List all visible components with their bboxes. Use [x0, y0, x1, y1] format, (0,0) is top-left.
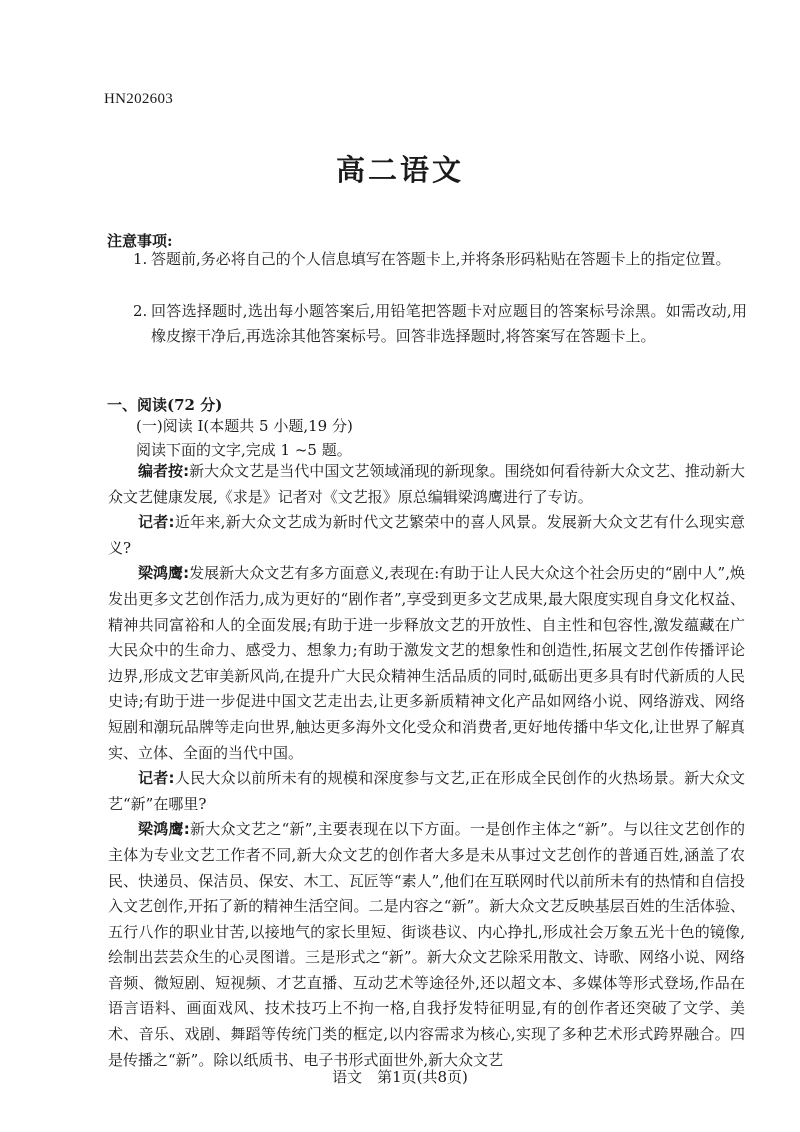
paragraph — [108, 766, 745, 817]
paragraph-text: 近年来,新大众文艺成为新时代文艺繁荣中的喜人风景。发展新大众文艺有什么现实意义? — [108, 513, 745, 557]
notice-text: 答题前,务必将自己的个人信息填写在答题卡上,并将条形码粘贴在答题卡上的指定位置。 — [151, 250, 731, 268]
speaker-label: 记者: — [138, 513, 175, 532]
notice-item-2 — [107, 299, 747, 349]
paragraph-text: 人民大众以前所未有的规模和深度参与文艺,正在形成全民创作的火热场景。新大众文艺“新”在哪里? — [108, 769, 745, 813]
paragraph-text: 发展新大众文艺有多方面意义,表现在:有助于让人民大众这个社会历史的“剧中人”,焕发出更多文艺创作活力,成为更好的“剧作者”,享受到更多文艺成果,最大限度实现自身文化权益、精神共同富裕和人的全面发展;有助于进一步释放文艺的开放性、自主性和包容性,激发蕴藏在广大民众中的生命力、感受力、想象力;有助于激发文艺的想象性和创造性,拓展文艺创作传播评论边界,形成文艺审美新风尚,在提升广大民众精神生活品质的同时,砥砺出更多具有时代新质的人民史诗;有助于进一步促进中国文艺走出去,让更多新质精神文化产品如网络小说、网络游戏、网络短剧和潮玩品牌等走向世界,触达更多海外文化受众和消费者,更好地传播中华文化,让世界了解真实、立体、全面的当代中国。 — [108, 564, 745, 762]
notice-item-1 — [107, 247, 747, 272]
section-heading: 一、阅读(72 分) — [107, 396, 223, 414]
paragraph — [108, 561, 745, 766]
instruction: 阅读下面的文字,完成 1 ~5 题。 — [136, 441, 352, 459]
speaker-label: 记者: — [138, 769, 175, 788]
passage — [108, 459, 745, 1073]
notice-heading: 注意事项: — [107, 232, 173, 250]
speaker-label: 编者按: — [138, 462, 190, 480]
page-footer: 语文 第1页(共8页) — [332, 1068, 468, 1086]
exam-code: HN202603 — [104, 91, 174, 107]
notice-text: 回答选择题时,选出每小题答案后,用铅笔把答题卡对应题目的答案标号涂黑。如需改动,用橡皮擦干净后,再选涂其他答案标号。回答非选择题时,将答案写在答题卡上。 — [151, 302, 747, 345]
paragraph-text: 新大众文艺是当代中国文艺领域涌现的新现象。围绕如何看待新大众文艺、推动新大众文艺健康发展,《求是》记者对《文艺报》原总编辑梁鸿鹰进行了专访。 — [108, 462, 745, 506]
paragraph-text: 新大众文艺之“新”,主要表现在以下方面。一是创作主体之“新”。与以往文艺创作的主体为专业文艺工作者不同,新大众文艺的创作者大多是未从事过文艺创作的普通百姓,涵盖了农民、快递员、保洁员、保安、木工、瓦匠等“素人”,他们在互联网时代以前所未有的热情和自信投入文艺创作,开拓了新的精神生活空间。二是内容之“新”。新大众文艺反映基层百姓的生活体验、五行八作的职业甘苦,以接地气的家长里短、街谈巷议、内心挣扎,形成社会万象五光十色的镜像,绘制出芸芸众生的心灵图谱。三是形式之“新”。新大众文艺除采用散文、诗歌、网络小说、网络音频、微短剧、短视频、才艺直播、互动艺术等途径外,还以超文本、多媒体等形式登场,作品在语言语料、画面戏风、技术技巧上不拘一格,自我抒发特征明显,有的创作者还突破了文学、美术、音乐、戏剧、舞蹈等传统门类的框定,以内容需求为核心,实现了多种艺术形式跨界融合。四是传播之“新”。除以纸质书、电子书形式面世外,新大众文艺 — [108, 820, 746, 1069]
paragraph — [108, 510, 745, 561]
paragraph — [108, 817, 745, 1073]
speaker-label: 梁鸿鹰: — [138, 564, 190, 583]
speaker-label: 梁鸿鹰: — [138, 820, 190, 839]
page-title: 高二语文 — [335, 153, 464, 187]
subsection-heading: (一)阅读 I(本题共 5 小题,19 分) — [136, 417, 353, 435]
notice-number: 1. — [133, 250, 148, 268]
notice-number: 2. — [133, 302, 148, 320]
paragraph — [108, 459, 745, 510]
